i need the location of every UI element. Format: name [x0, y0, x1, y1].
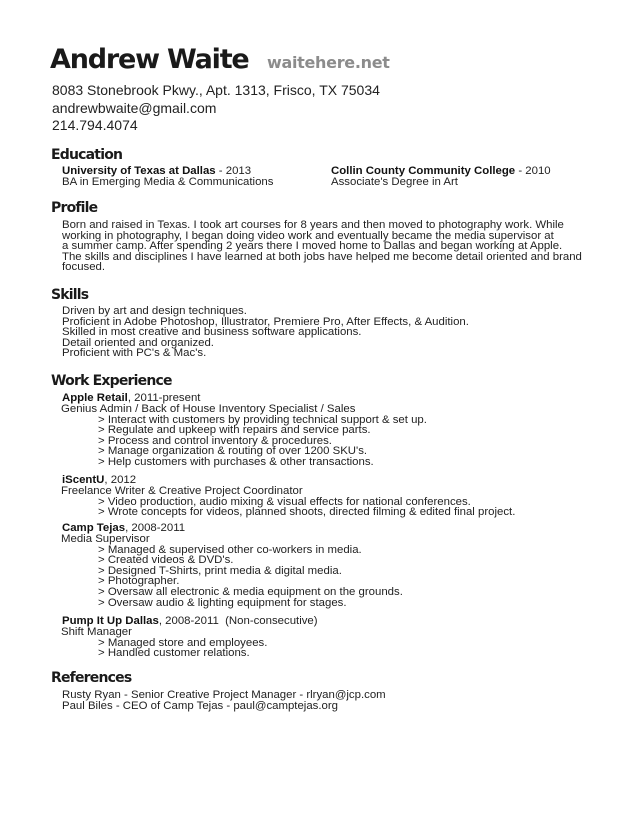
references-list: [62, 690, 386, 711]
phone-number: 214.794.4074: [52, 117, 138, 133]
job-duty: > Process and control inventory & procedures.: [98, 434, 332, 447]
profile-line: focused.: [62, 261, 106, 274]
skill-item: Skilled in most creative and business software applications.: [62, 326, 362, 339]
job-duty: > Oversaw all electronic & media equipment on the grounds.: [98, 585, 403, 598]
skill-item: Proficient in Adobe Photoshop, Illustrator, Premiere Pro, After Effects, & Audition.: [62, 315, 469, 328]
company-name: Pump It Up Dallas: [62, 615, 159, 627]
company-name: Apple Retail: [62, 392, 128, 404]
skills-heading: Skills: [51, 287, 89, 303]
job-duty: > Video production, audio mixing & visual effects for national conferences.: [98, 495, 471, 508]
job-duty: > Interact with customers by providing technical support & set up.: [98, 413, 427, 426]
job-duty: > Designed T-Shirts, print media & digital media.: [98, 564, 342, 577]
skill-item: Proficient with PC's & Mac's.: [62, 347, 207, 360]
job-dates: , 2008-2011 (Non-consecutive): [158, 615, 318, 627]
education-entry: [331, 166, 551, 187]
job-dates: , 2012: [104, 474, 137, 486]
school-name: University of Texas at Dallas: [62, 165, 216, 177]
job-dates: , 2008-2011: [125, 522, 186, 534]
reference-item: Rusty Ryan - Senior Creative Project Manager - rlryan@jcp.com: [62, 689, 386, 701]
job-dates: , 2011-present: [127, 392, 201, 404]
skills-list: [62, 306, 469, 359]
job-duty: > Created videos & DVD's.: [98, 554, 234, 567]
job-entry: [62, 393, 200, 404]
school-year: - 2013: [215, 165, 252, 177]
job-details: [61, 627, 267, 659]
job-duty: > Manage organization & routing of over 1200 SKU's.: [98, 445, 368, 458]
applicant-name: Andrew Waite: [50, 44, 249, 75]
job-duty: > Oversaw audio & lighting equipment for stages.: [98, 596, 347, 609]
skill-item: Driven by art and design techniques.: [62, 305, 247, 317]
reference-item: Paul Biles - CEO of Camp Tejas - paul@camptejas.org: [62, 699, 338, 712]
website-link[interactable]: waitehere.net: [266, 53, 390, 72]
education-heading: Education: [51, 147, 123, 163]
school-year: - 2010: [515, 165, 551, 177]
company-name: iScentU: [62, 474, 105, 486]
profile-line: The skills and disciplines I have learned at both jobs have helped me become detail oriented and brand: [62, 250, 582, 263]
job-duty: > Wrote concepts for videos, planned shoots, directed filming & edited final project.: [98, 506, 516, 519]
job-title: Genius Admin / Back of House Inventory Specialist / Sales: [61, 403, 356, 415]
work-experience-heading: Work Experience: [51, 373, 172, 389]
company-name: Camp Tejas: [62, 522, 126, 534]
profile-heading: Profile: [51, 200, 98, 216]
references-heading: References: [51, 670, 132, 686]
job-duty: > Managed & supervised other co-workers in media.: [98, 543, 362, 556]
profile-text: [62, 220, 582, 273]
job-title: Media Supervisor: [61, 533, 150, 545]
address: 8083 Stonebrook Pkwy., Apt. 1313, Frisco, TX 75034: [52, 82, 380, 98]
profile-line: working in photography, I began doing video work and eventually became the media supervisor at: [62, 229, 554, 242]
email-link[interactable]: andrewbwaite@gmail.com: [52, 100, 217, 116]
job-duty: > Managed store and employees.: [98, 636, 268, 649]
profile-line: a summer camp. After spending 2 years there I moved home to Dallas and began working at Apple.: [62, 240, 563, 253]
job-details: [61, 486, 515, 518]
profile-line: Born and raised in Texas. I took art courses for 8 years and then moved to photography work. While: [62, 219, 564, 231]
job-duty: > Help customers with purchases & other transactions.: [98, 455, 374, 468]
job-title: Freelance Writer & Creative Project Coordinator: [61, 485, 303, 497]
job-title: Shift Manager: [61, 626, 132, 638]
job-entry: [62, 616, 318, 627]
skill-item: Detail oriented and organized.: [62, 336, 214, 349]
degree: BA in Emerging Media & Communications: [62, 175, 274, 188]
job-entry: [62, 475, 136, 486]
job-duty: > Regulate and upkeep with repairs and service parts.: [98, 424, 371, 437]
job-details: [61, 534, 403, 608]
school-name: Collin County Community College: [331, 165, 516, 177]
job-duty: > Photographer.: [98, 575, 180, 588]
job-details: [61, 404, 427, 468]
job-entry: [62, 523, 185, 534]
resume-header: [50, 44, 390, 75]
degree: Associate's Degree in Art: [331, 175, 458, 188]
job-duty: > Handled customer relations.: [98, 647, 250, 660]
education-entry: [62, 166, 273, 187]
